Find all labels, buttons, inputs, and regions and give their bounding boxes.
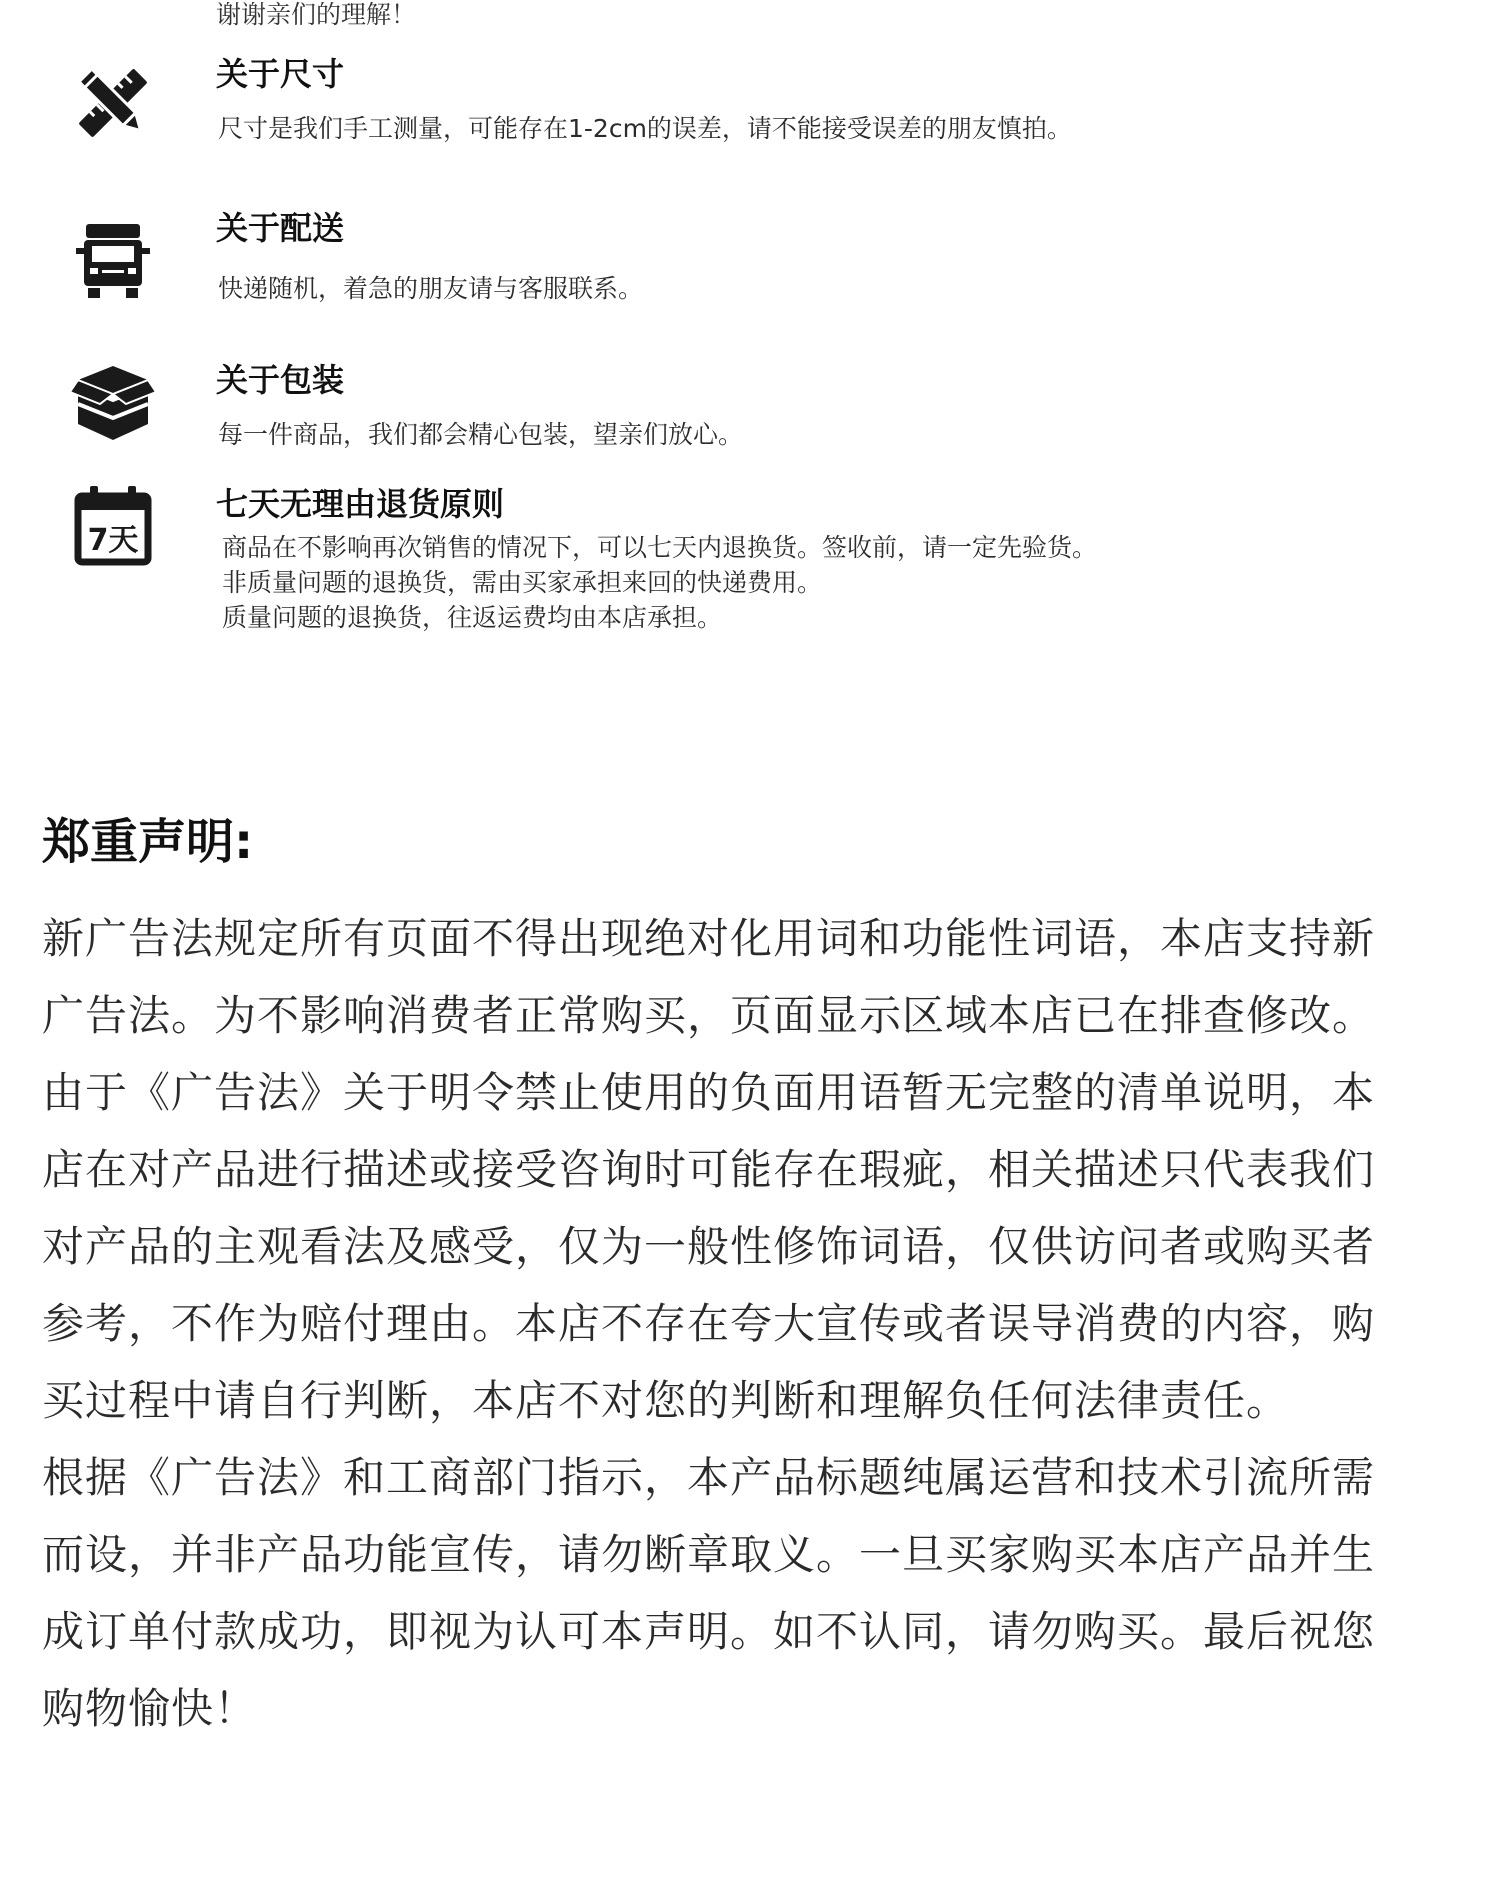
delivery-truck-icon [70, 218, 156, 304]
declaration-line: 参考，不作为赔付理由。本店不存在夸大宣传或者误导消费的内容，购 [42, 1299, 1376, 1348]
declaration-line: 买过程中请自行判断，本店不对您的判断和理解负任何法律责任。 [42, 1376, 1290, 1425]
declaration-line: 成订单付款成功，即视为认可本声明。如不认同，请勿购买。最后祝您 [42, 1607, 1376, 1656]
notice-line: 质量问题的退换货，往返运费均由本店承担。 [222, 603, 723, 632]
declaration-title: 郑重声明: [42, 814, 254, 870]
notice-title: 关于包装 [216, 361, 345, 399]
declaration-body [42, 900, 1462, 1747]
intro-tail-text: 谢谢亲们的理解！ [216, 0, 417, 29]
declaration-line: 根据《广告法》和工商部门指示，本产品标题纯属运营和技术引流所需 [42, 1453, 1376, 1502]
declaration-line: 新广告法规定所有页面不得出现绝对化用词和功能性词语，本店支持新 [42, 914, 1376, 963]
seven-day-calendar-icon [70, 484, 156, 570]
declaration-line: 店在对产品进行描述或接受咨询时可能存在瑕疵，相关描述只代表我们 [42, 1145, 1376, 1194]
notice-title: 关于尺寸 [216, 55, 345, 93]
notice-text: 尺寸是我们手工测量，可能存在1-2cm的误差，请不能接受误差的朋友慎拍。 [218, 114, 1072, 143]
calendar-icon-label: 7天 [87, 523, 139, 558]
declaration-line: 由于《广告法》关于明令禁止使用的负面用语暂无完整的清单说明，本 [42, 1068, 1376, 1117]
declaration-line: 购物愉快！ [42, 1684, 258, 1733]
notice-text: 每一件商品，我们都会精心包装，望亲们放心。 [218, 420, 744, 449]
notice-title: 七天无理由退货原则 [216, 485, 505, 523]
ruler-pencil-icon [70, 60, 156, 146]
notice-title: 关于配送 [216, 209, 345, 247]
declaration-line: 对产品的主观看法及感受，仅为一般性修饰词语，仅供访问者或购买者 [42, 1222, 1376, 1271]
notice-text: 快递随机，着急的朋友请与客服联系。 [218, 274, 644, 303]
declaration-line: 而设，并非产品功能宣传，请勿断章取义。一旦买家购买本店产品并生 [42, 1530, 1376, 1579]
package-box-icon [70, 360, 156, 446]
notice-line: 商品在不影响再次销售的情况下，可以七天内退换货。签收前，请一定先验货。 [222, 533, 1098, 562]
declaration-line: 广告法。为不影响消费者正常购买，页面显示区域本店已在排查修改。 [42, 991, 1376, 1040]
notice-lines [222, 530, 1097, 635]
notice-line: 非质量问题的退换货，需由买家承担来回的快递费用。 [222, 568, 823, 597]
